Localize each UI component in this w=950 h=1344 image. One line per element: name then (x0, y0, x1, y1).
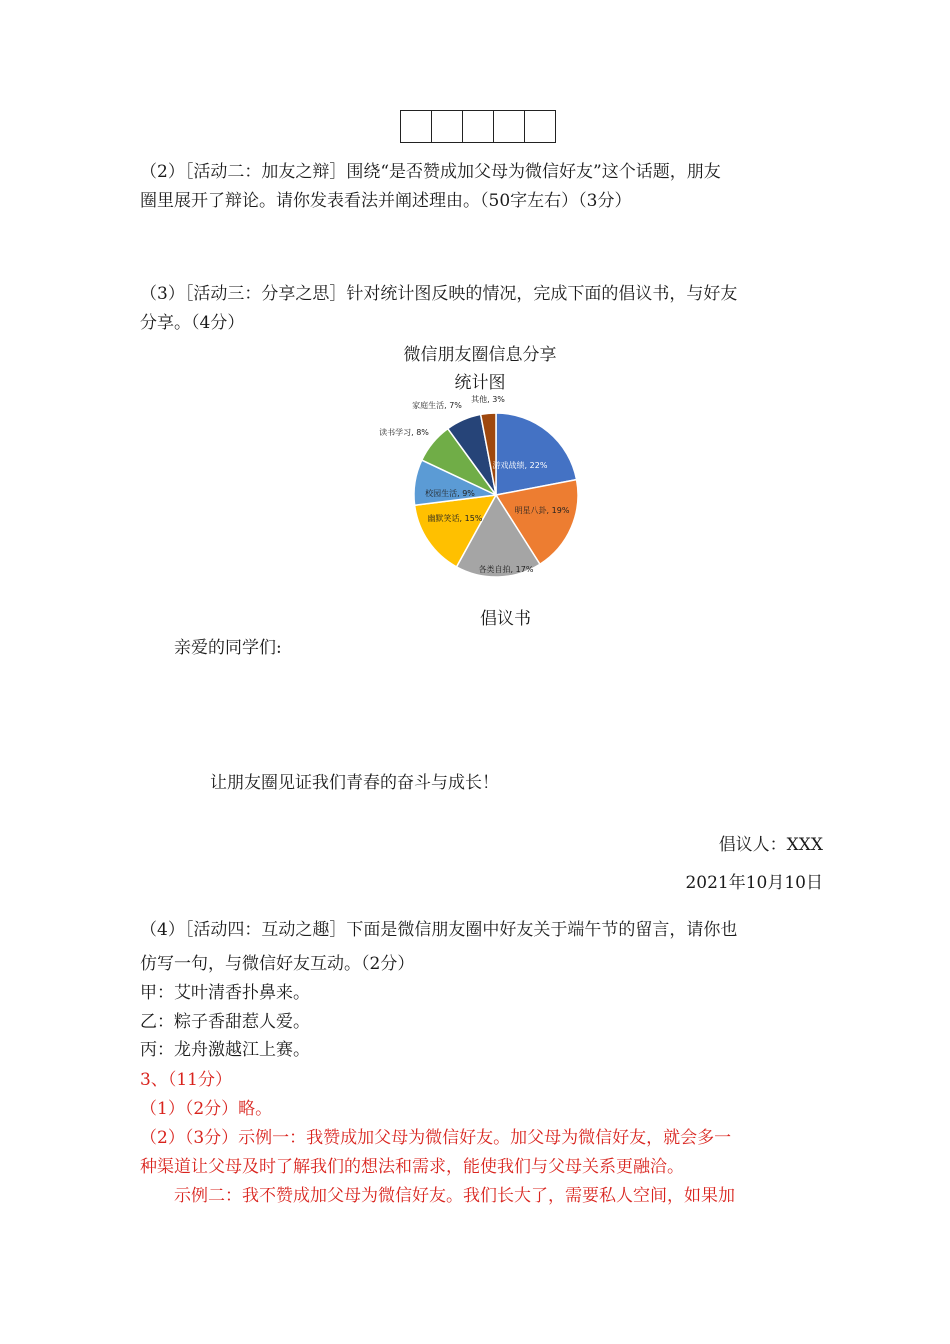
q4-jia: 甲：艾叶清香扑鼻来。 (140, 983, 310, 1003)
answer-1: （1）（2分）略。 (140, 1099, 273, 1119)
answer-box[interactable] (493, 110, 525, 143)
pie-slice-label: 校园生活, 9% (425, 489, 475, 498)
pie-slice-label: 读书学习, 8% (379, 428, 429, 437)
pie-slice-label: 幽默笑话, 15% (427, 514, 483, 523)
q4-bing: 丙：龙舟激越江上赛。 (140, 1040, 310, 1060)
q3-line1: （3）［活动三：分享之思］针对统计图反映的情况，完成下面的倡议书，与好友 (140, 284, 738, 304)
q4-line2: 仿写一句，与微信好友互动。（2分） (140, 954, 415, 974)
pie-chart (360, 388, 600, 588)
pie-slice-label: 其他, 3% (471, 395, 505, 404)
q3-line2: 分享。（4分） (140, 313, 245, 333)
chart-title: 微信朋友圈信息分享 (403, 345, 557, 365)
answer-box[interactable] (400, 110, 432, 143)
answer-2-line2: 种渠道让父母及时了解我们的想法和需求，能使我们与父母关系更融洽。 (140, 1157, 684, 1177)
pie-slice-label: 明星八卦, 19% (514, 506, 570, 515)
proposal-greeting: 亲爱的同学们: (174, 638, 282, 658)
q4-yi: 乙：粽子香甜惹人爱。 (140, 1012, 310, 1032)
answer-2-line3: 示例二：我不赞成加父母为微信好友。我们长大了，需要私人空间，如果加 (174, 1186, 735, 1206)
proposal-closing: 让朋友圈见证我们青春的奋斗与成长！ (210, 773, 499, 793)
chart-subtitle: 统计图 (454, 373, 506, 393)
q2-line1: （2）［活动二：加友之辩］围绕“是否赞成加父母为微信好友”这个话题，朋友 (140, 162, 721, 182)
answer-box[interactable] (524, 110, 556, 143)
pie-slice-label: 家庭生活, 7% (412, 401, 462, 410)
proposal-date: 2021年10月10日 (685, 873, 823, 893)
proposal-writing-area[interactable] (174, 670, 824, 760)
answer-2-line1: （2）（3分）示例一：我赞成加父母为微信好友。加父母为微信好友，就会多一 (140, 1128, 732, 1148)
proposal-signer: 倡议人：XXX (718, 835, 823, 855)
answer-header: 3、（11分） (140, 1070, 232, 1090)
pie-slice-label: 游戏战绩, 22% (492, 461, 548, 470)
q4-line1: （4）［活动四：互动之趣］下面是微信朋友圈中好友关于端午节的留言，请你也 (140, 920, 738, 940)
proposal-title: 倡议书 (480, 609, 531, 629)
q2-line2: 圈里展开了辩论。请你发表看法并阐述理由。（50字左右）（3分） (140, 191, 632, 211)
answer-box[interactable] (431, 110, 463, 143)
answer-box[interactable] (462, 110, 494, 143)
pie-slice-label: 各类自拍, 17% (478, 565, 534, 574)
answer-boxes (400, 110, 556, 143)
